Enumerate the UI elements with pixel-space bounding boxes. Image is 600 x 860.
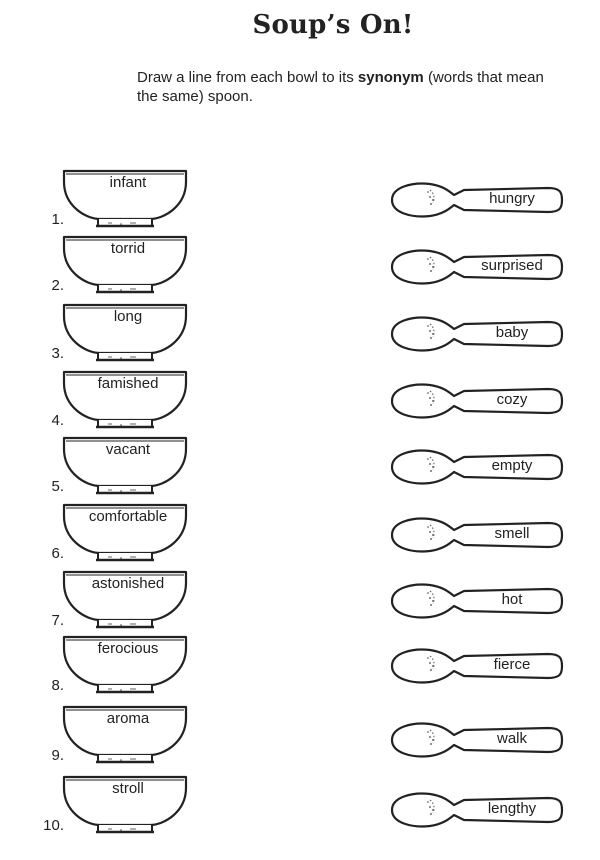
- spoon-item[interactable]: [390, 513, 565, 557]
- spoon-word: baby: [495, 324, 529, 341]
- bowl-number: 9.: [51, 747, 64, 764]
- spoon-word: fierce: [493, 656, 531, 673]
- bowl-item[interactable]: [40, 702, 210, 768]
- bowl-word: vacant: [105, 441, 151, 458]
- spoon-item[interactable]: [390, 788, 565, 832]
- page-title: Soup’s On!: [252, 10, 414, 40]
- spoon-word: surprised: [481, 257, 543, 274]
- spoon-word: smell: [494, 525, 530, 542]
- bowl-word: torrid: [110, 240, 146, 257]
- spoon-item[interactable]: [390, 579, 565, 623]
- spoon-word: empty: [491, 457, 533, 474]
- spoon-item[interactable]: [390, 379, 565, 423]
- bowl-item[interactable]: [40, 232, 210, 298]
- bowl-item[interactable]: [40, 772, 210, 838]
- bowl-item[interactable]: [40, 367, 210, 433]
- instructions-text-start: Draw a line from each bowl to its: [137, 69, 358, 86]
- bowl-item[interactable]: [40, 500, 210, 566]
- bowl-number: 7.: [51, 612, 64, 629]
- spoon-item[interactable]: [390, 312, 565, 356]
- bowl-word: aroma: [106, 710, 150, 727]
- instructions-text-end: (words that mean the same) spoon.: [137, 69, 544, 105]
- spoon-word: hot: [501, 591, 523, 608]
- spoon-word: lengthy: [487, 800, 537, 817]
- bowl-item[interactable]: [40, 567, 210, 633]
- bowl-item[interactable]: [40, 632, 210, 698]
- bowl-item[interactable]: [40, 300, 210, 366]
- bowl-number: 2.: [51, 277, 64, 294]
- bowl-number: 6.: [51, 545, 64, 562]
- spoon-word: cozy: [496, 391, 528, 408]
- bowl-word: astonished: [91, 575, 165, 592]
- bowl-number: 5.: [51, 478, 64, 495]
- bowl-number: 4.: [51, 412, 64, 429]
- bowl-number: 10.: [43, 817, 64, 834]
- bowl-word: famished: [97, 375, 159, 392]
- spoon-word: walk: [496, 730, 527, 747]
- spoon-item[interactable]: [390, 245, 565, 289]
- bowl-word: comfortable: [88, 508, 168, 525]
- bowl-word: ferocious: [97, 640, 159, 657]
- bowl-word: infant: [109, 174, 147, 191]
- spoon-item[interactable]: [390, 644, 565, 688]
- instructions: [137, 68, 557, 106]
- bowl-item[interactable]: [40, 433, 210, 499]
- bowl-item[interactable]: [40, 166, 210, 232]
- bowl-number: 8.: [51, 677, 64, 694]
- bowl-word: stroll: [112, 780, 144, 797]
- spoon-word: hungry: [489, 190, 535, 207]
- bowl-number: 3.: [51, 345, 64, 362]
- bowl-word: long: [113, 308, 143, 325]
- spoon-item[interactable]: [390, 445, 565, 489]
- spoon-item[interactable]: [390, 718, 565, 762]
- instructions-bold-word: synonym: [357, 69, 424, 86]
- spoon-item[interactable]: [390, 178, 565, 222]
- bowl-number: 1.: [51, 211, 64, 228]
